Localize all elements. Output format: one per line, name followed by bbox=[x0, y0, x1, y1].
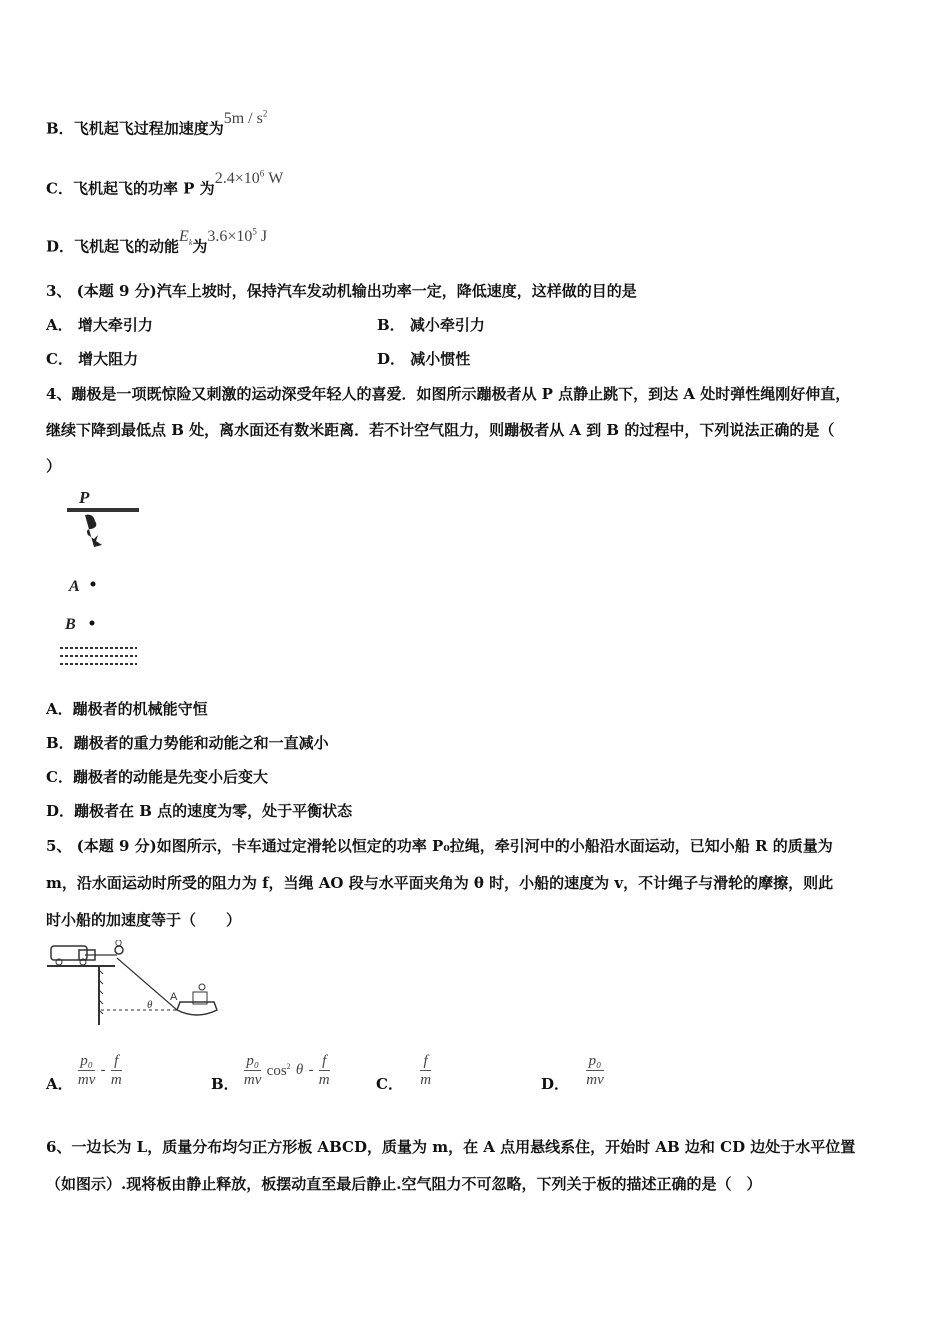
q5-option-d: D． $\frac{\text{p₀}}{mv}$ bbox=[541, 1053, 604, 1093]
q6-stem-line1: 6、一边长为 L，质量分布均匀正方形板 ABCD，质量为 m，在 A 点用悬线系住，开始时 AB 边和 CD 边处于水平位置 bbox=[46, 1138, 856, 1156]
fig-label-a: A bbox=[69, 578, 80, 595]
frac-p0-mv-b: $\frac{\text{p₀}}{mv}$ bbox=[243, 1053, 262, 1088]
q3-option-c: C． 增大阻力 bbox=[46, 350, 139, 368]
point-b bbox=[90, 621, 95, 626]
frac-p0-mv: $\frac{\text{p₀}}{mv}$ bbox=[77, 1053, 96, 1088]
q5-option-a: A． $\frac{\text{p₀}}{mv}$ - $\frac{f}{m}$ bbox=[46, 1053, 122, 1093]
q4-stem-line1: 4、蹦极是一项既惊险又刺激的运动深受年轻人的喜爱．如图所示蹦极者从 P 点静止跳下，到达 A 处时弹性绳刚好伸直， bbox=[46, 385, 851, 403]
q5-stem-line1: 5、 (本题 9 分)如图所示，卡车通过定滑轮以恒定的功率 P₀拉绳，牵引河中的小船沿水面运动，已知小船 R 的质量为 bbox=[46, 837, 833, 855]
q3-option-a: A． 增大牵引力 bbox=[46, 316, 153, 334]
q4-option-d: D．蹦极者在 B 点的速度为零，处于平衡状态 bbox=[46, 802, 353, 820]
q2-option-b: B．飞机起飞过程加速度为$5m / s^2$ bbox=[46, 109, 268, 138]
fig-label-b: B bbox=[65, 616, 76, 633]
truck-icon bbox=[51, 946, 87, 960]
q5-stem-line3: 时小船的加速度等于（ ） bbox=[46, 911, 242, 929]
fig-label-theta: θ bbox=[147, 999, 153, 1011]
pulley-figure bbox=[45, 940, 225, 1030]
jumper-icon bbox=[85, 515, 102, 547]
q4-option-c: C．蹦极者的动能是先变小后变大 bbox=[46, 768, 268, 786]
q2-option-c: C．飞机起飞的功率 P 为$2.4\times 10^6$ W bbox=[46, 169, 284, 198]
frac-f-m: $\frac{f}{m}$ bbox=[110, 1053, 122, 1088]
q3-option-b: B． 减小牵引力 bbox=[377, 316, 485, 334]
frac-p0-mv-d: $\frac{\text{p₀}}{mv}$ bbox=[586, 1053, 604, 1088]
q3-option-d: D． 减小惯性 bbox=[377, 350, 471, 368]
q2-c-formula: $2.4\times 10^6$ W bbox=[214, 169, 284, 188]
q2-b-formula: $5m / s^2$ bbox=[223, 109, 268, 128]
q2-option-d: D．飞机起飞的动能$E_k$为$3.6\times 10^5$ J bbox=[46, 227, 268, 256]
fig-label-o: O bbox=[115, 940, 123, 948]
q2-d-ek: $E_k$ bbox=[179, 228, 193, 248]
q3-stem: 3、 (本题 9 分)汽车上坡时，保持汽车发动机输出功率一定，降低速度，这样做的目的是 bbox=[46, 282, 637, 300]
platform bbox=[67, 508, 139, 512]
q4-option-b: B．蹦极者的重力势能和动能之和一直减小 bbox=[46, 734, 329, 752]
q4-option-a: A．蹦极者的机械能守恒 bbox=[46, 700, 208, 718]
q2-d-formula: $3.6\times 10^5$ J bbox=[207, 227, 268, 246]
point-a bbox=[91, 582, 96, 587]
q4-stem-line3: ） bbox=[46, 457, 62, 475]
fig-label-a: A bbox=[170, 991, 178, 1003]
q4-stem-line2: 继续下降到最低点 B 处，离水面还有数米距离．若不计空气阻力，则蹦极者从 A 到 B 的过程中，下列说法正确的是（ bbox=[46, 421, 835, 439]
frac-f-m-b: $\frac{f}{m}$ bbox=[318, 1053, 330, 1088]
bungee-figure bbox=[55, 485, 150, 670]
q5-option-b: B． $\frac{\text{p₀}}{mv}$ $\cos^2 \theta$ - $\frac{f}{m}$ bbox=[211, 1053, 330, 1093]
frac-f-m-c: $\frac{f}{m}$ bbox=[420, 1053, 432, 1088]
q5-stem-line2: m，沿水面运动时所受的阻力为 f，当绳 AO 段与水平面夹角为 θ 时，小船的速度为 v，不计绳子与滑轮的摩擦，则此 bbox=[46, 874, 834, 892]
q6-stem-line2: （如图示）.现将板由静止释放，板摆动直至最后静止.空气阻力不可忽略，下列关于板的描述正确的是（ ） bbox=[46, 1175, 762, 1193]
fig-label-p: P bbox=[79, 488, 90, 507]
q5-option-c: C． $\frac{f}{m}$ bbox=[376, 1053, 432, 1093]
